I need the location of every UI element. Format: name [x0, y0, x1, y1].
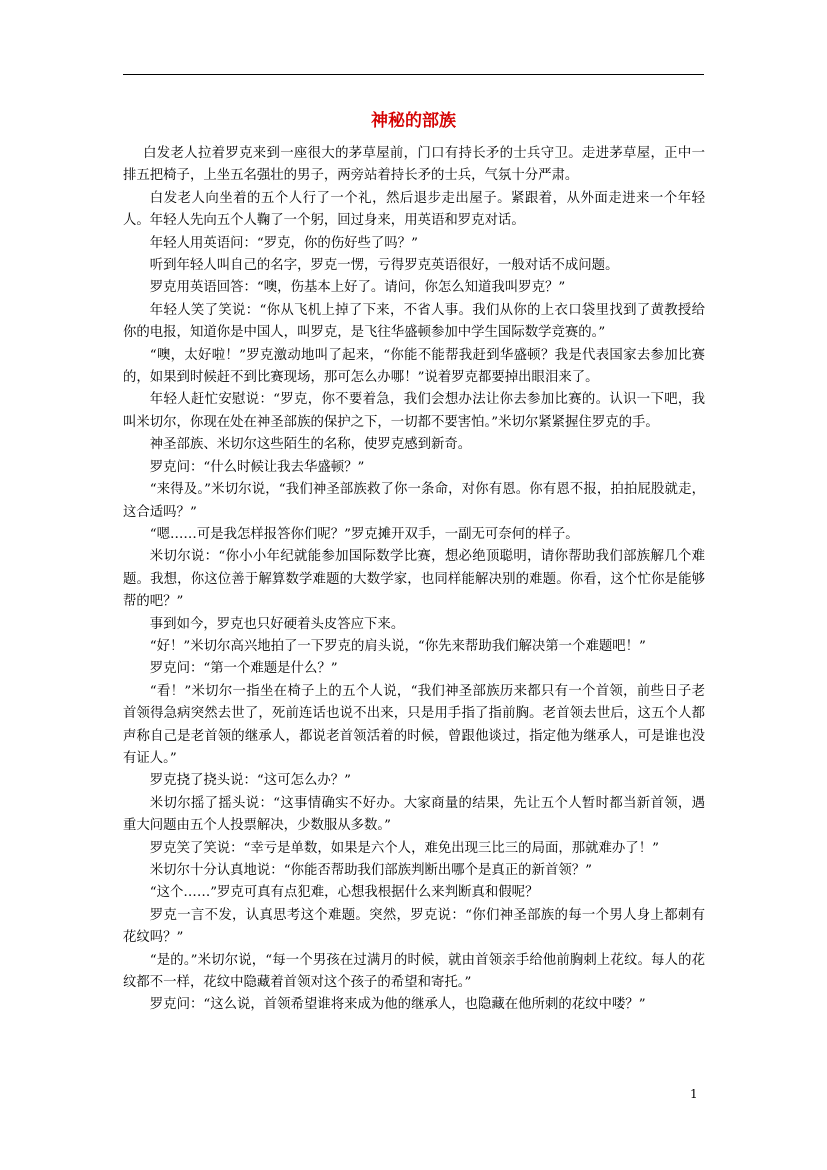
paragraph: 白发老人向坐着的五个人行了一个礼，然后退步走出屋子。紧跟着，从外面走进来一个年轻人。年轻人先向五个人鞠了一个躬，回过身来，用英语和罗克对话。 — [123, 190, 705, 229]
paragraph: 神圣部族、米切尔这些陌生的名称，使罗克感到新奇。 — [149, 437, 472, 453]
paragraph: 米切尔摇了摇头说：“这事情确实不好办。大家商量的结果，先让五个人暂时都当新首领，遇重大问题由五个人投票解决，少数服从多数。” — [123, 795, 705, 834]
paragraph: “嗯……可是我怎样报答你们呢？”罗克摊开双手，一副无可奈何的样子。 — [149, 526, 579, 542]
paragraph: 罗克用英语回答：“噢，伤基本上好了。请问，你怎么知道我叫罗克？” — [149, 280, 566, 296]
paragraph: 米切尔说：“你小小年纪就能参加国际数学比赛，想必绝顶聪明，请你帮助我们部族解几个难题。我想，你这位善于解算数学难题的大数学家，也同样能解决别的难题。你看，这个忙你是能够帮的吧？” — [123, 549, 705, 610]
header-rule — [123, 74, 704, 75]
paragraph: 罗克挠了挠头说：“这可怎么办？” — [149, 773, 351, 789]
paragraph: 罗克笑了笑说：“幸亏是单数，如果是六个人，难免出现三比三的局面，那就难办了！” — [149, 840, 659, 856]
page-number: 1 — [690, 1087, 698, 1101]
paragraph: “这个……”罗克可真有点犯难，心想我根据什么来判断真和假呢？ — [149, 885, 539, 901]
paragraph: 罗克一言不发，认真思考这个难题。突然，罗克说：“你们神圣部族的每一个男人身上都刺有花纹吗？” — [123, 907, 705, 946]
paragraph: 罗克问：“这么说，首领希望谁将来成为他的继承人，也隐藏在他所刺的花纹中喽？” — [149, 997, 646, 1013]
paragraph: “是的。”米切尔说，“每一个男孩在过满月的时候，就由首领亲手给他前胸刺上花纹。每人的花纹都不一样，花纹中隐藏着首领对这个孩子的希望和寄托。” — [123, 952, 705, 991]
paragraph: 罗克问：“第一个难题是什么？” — [149, 661, 338, 677]
paragraph: 年轻人赶忙安慰说：“罗克，你不要着急，我们会想办法让你去参加比赛的。认识一下吧，我叫米切尔，你现在处在神圣部族的保护之下，一切都不要害怕。”米切尔紧紧握住罗克的手。 — [123, 392, 705, 430]
paragraph: “好！”米切尔高兴地拍了一下罗克的肩头说，“你先来帮助我们解决第一个难题吧！” — [149, 638, 646, 654]
paragraph: 事到如今，罗克也只好硬着头皮答应下来。 — [149, 616, 405, 632]
paragraph: “来得及。”米切尔说，“我们神圣部族救了你一条命，对你有恩。你有恩不报，拍拍屁股就走，这合适吗？” — [123, 482, 705, 520]
paragraph: 年轻人用英语问：“罗克，你的伤好些了吗？” — [149, 235, 418, 251]
paragraph: 罗克问：“什么时候让我去华盛顿？” — [149, 459, 365, 475]
article-title: 神秘的部族 — [371, 111, 456, 131]
paragraph: 年轻人笑了笑说：“你从飞机上掉了下来，不省人事。我们从你的上衣口袋里找到了黄教授给你的电报，知道你是中国人，叫罗克，是飞往华盛顿参加中学生国际数学竞赛的。” — [123, 302, 705, 341]
paragraph: 米切尔十分认真地说：“你能否帮助我们部族判断出哪个是真正的新首领？” — [149, 863, 592, 878]
paragraph: 听到年轻人叫自己的名字，罗克一愣，亏得罗克英语很好，一般对话不成问题。 — [149, 258, 619, 274]
article-body — [123, 143, 705, 1017]
paragraph: 白发老人拉着罗克来到一座很大的茅草屋前，门口有持长矛的士兵守卫。走进茅草屋，正中一排五把椅子，上坐五名强壮的男子，两旁站着持长矛的士兵，气氛十分严肃。 — [123, 146, 705, 184]
paragraph: “看！”米切尔一指坐在椅子上的五个人说，“我们神圣部族历来都只有一个首领，前些日子老首领得急病突然去世了，死前连话也说不出来，只是用手指了指前胸。老首领去世后，这五个人都声称自己是老首领的继承人，都说老首领活着的时候，曾跟他谈过，指定他为继承人，可是谁也没有证人。” — [123, 683, 705, 766]
paragraph: “噢，太好啦！”罗克激动地叫了起来，“你能不能帮我赶到华盛顿？我是代表国家去参加比赛的，如果到时候赶不到比赛现场，那可怎么办哪！”说着罗克都要掉出眼泪来了。 — [123, 347, 705, 386]
